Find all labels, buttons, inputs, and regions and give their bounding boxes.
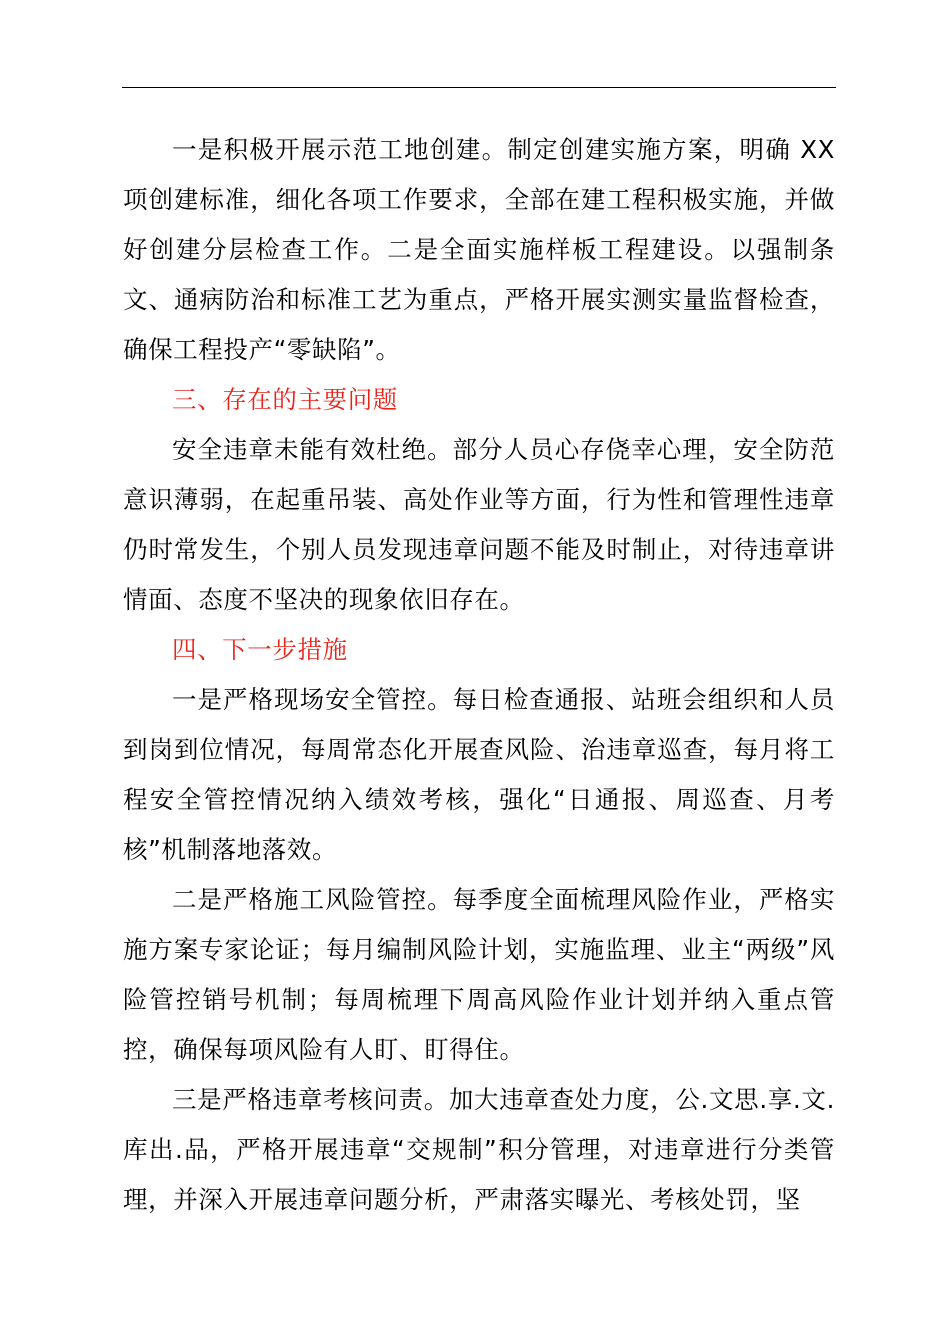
- header-rule: [122, 87, 836, 88]
- paragraph-site-safety-control: 一是严格现场安全管控。每日检查通报、站班会组织和人员到岗到位情况，每周常态化开展查风险、治违章巡查，每月将工程安全管控情况纳入绩效考核，强化“日通报、周巡查、月考核”机制落地落效。: [123, 685, 835, 864]
- paragraph-construction-risk-control: 二是严格施工风险管控。每季度全面梳理风险作业，严格实施方案专家论证；每月编制风险计划，实施监理、业主“两级”风险管控销号机制；每周梳理下周高风险作业计划并纳入重点管控，确保每项风险有人盯、盯得住。: [123, 885, 835, 1064]
- section-heading-next-steps: 四、下一步措施: [172, 635, 348, 664]
- paragraph-violation-accountability: 三是严格违章考核问责。加大违章查处力度，公.文思.享.文.库出.品，严格开展违章“交规制”积分管理，对违章进行分类管理，并深入开展违章问题分析，严肃落实曝光、考核处罚，坚: [123, 1085, 835, 1214]
- paragraph-demonstration-site: 一是积极开展示范工地创建。制定创建实施方案，明确 XX 项创建标准，细化各项工作要求，全部在建工程积极实施，并做好创建分层检查工作。二是全面实施样板工程建设。以强制条文、通病防治和标准工艺为重点，严格开展实测实量监督检查，确保工程投产“零缺陷”。: [123, 135, 835, 364]
- section-heading-main-problems: 三、存在的主要问题: [172, 385, 398, 414]
- document-body: [123, 125, 835, 1225]
- paragraph-safety-violations: 安全违章未能有效杜绝。部分人员心存侥幸心理，安全防范意识薄弱，在起重吊装、高处作业等方面，行为性和管理性违章仍时常发生，个别人员发现违章问题不能及时制止，对待违章讲情面、态度不坚决的现象依旧存在。: [123, 435, 835, 614]
